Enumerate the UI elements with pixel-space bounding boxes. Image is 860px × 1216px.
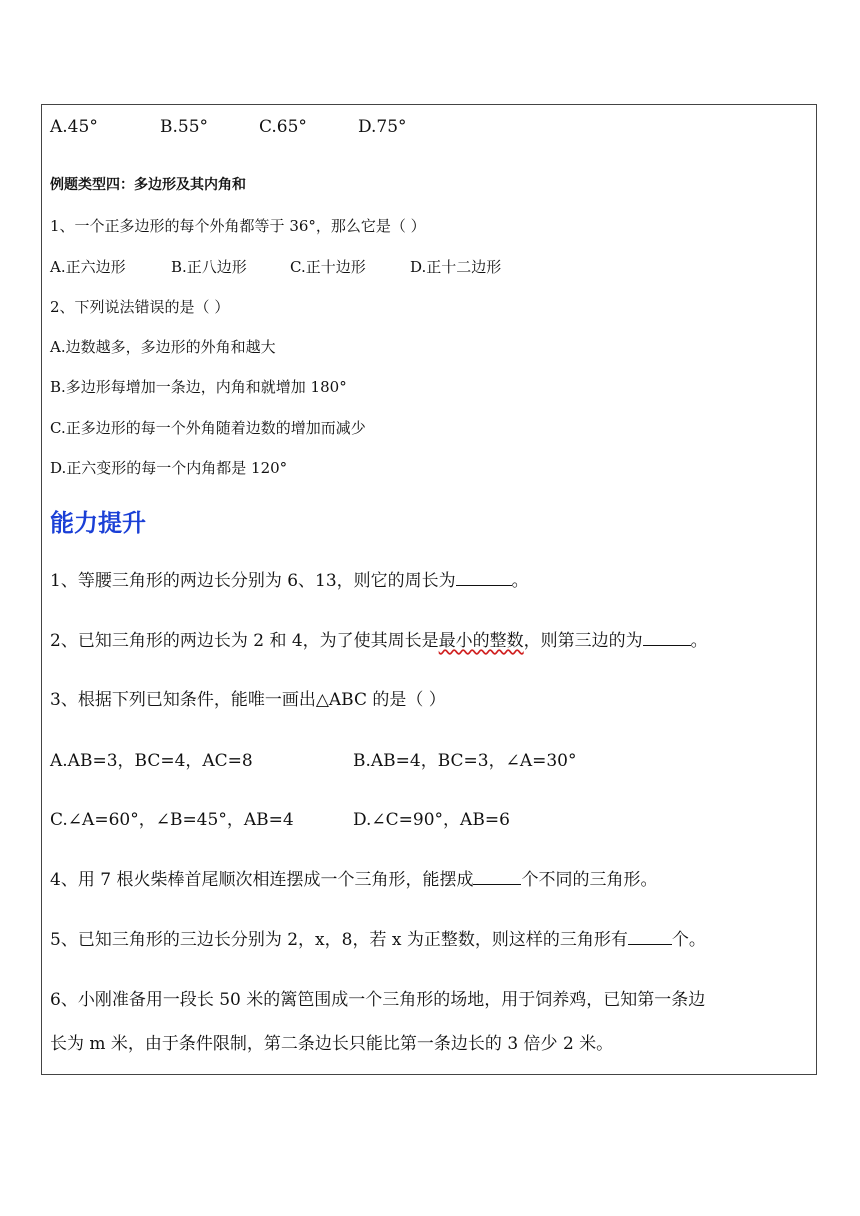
answer-blank bbox=[643, 644, 691, 646]
question-text: 2、下列说法错误的是（ ） bbox=[50, 298, 230, 316]
question-text-line-1: 6、小刚准备用一段长 50 米的篱笆围成一个三角形的场地，用于饲养鸡，已知第一条边 bbox=[50, 990, 706, 1010]
mc-options-top bbox=[50, 117, 407, 137]
option-d: D.正六变形的每一个内角都是 120° bbox=[50, 459, 288, 477]
option-c: C.∠A=60°，∠B=45°，AB=4 bbox=[50, 810, 294, 830]
answer-blank bbox=[456, 584, 512, 586]
ability-question-4 bbox=[50, 865, 657, 890]
question-text-line-2: 长为 m 米，由于条件限制，第二条边长只能比第一条边长的 3 倍少 2 米。 bbox=[50, 1034, 614, 1054]
section-heading: 能力提升 bbox=[50, 509, 146, 537]
option-b: B.多边形每增加一条边，内角和就增加 180° bbox=[50, 378, 347, 396]
question-suffix: 个。 bbox=[671, 930, 706, 950]
question-text: 5、已知三角形的三边长分别为 2，x，8，若 x 为正整数，则这样的三角形有 bbox=[50, 930, 628, 950]
question-text: 1、等腰三角形的两边长分别为 6、13，则它的周长为 bbox=[50, 571, 456, 591]
option-a: A.45° bbox=[50, 117, 98, 137]
section-title: 例题类型四：多边形及其内角和 bbox=[50, 177, 246, 193]
question-options bbox=[50, 256, 501, 277]
question-suffix: 个不同的三角形。 bbox=[521, 870, 658, 890]
question-options bbox=[50, 805, 510, 830]
option-a: A.AB=3，BC=4，AC=8 bbox=[50, 751, 253, 771]
option-a: A.边数越多，多边形的外角和越大 bbox=[50, 338, 276, 356]
answer-blank bbox=[628, 943, 672, 945]
option-d: D.75° bbox=[358, 117, 407, 137]
ability-question-5 bbox=[50, 925, 706, 950]
option-c: C.正多边形的每一个外角随着边数的增加而减少 bbox=[50, 419, 366, 437]
option-c: C.正十边形 bbox=[290, 258, 366, 276]
option-d: D.正十二边形 bbox=[410, 258, 502, 276]
spellcheck-marked-text: 最小的整数 bbox=[438, 631, 524, 651]
answer-blank bbox=[473, 883, 521, 885]
question-text: 1、一个正多边形的每个外角都等于 36°，那么它是（ ） bbox=[50, 217, 426, 235]
question-text-middle: ，则第三边的为 bbox=[523, 631, 643, 651]
question-options bbox=[50, 746, 577, 771]
option-b: B.AB=4，BC=3，∠A=30° bbox=[353, 751, 577, 771]
option-d: D.∠C=90°，AB=6 bbox=[353, 810, 510, 830]
ability-question-1 bbox=[50, 566, 529, 591]
question-text: 3、根据下列已知条件，能唯一画出△ABC 的是（ ） bbox=[50, 690, 446, 710]
ability-question-2 bbox=[50, 626, 708, 651]
question-suffix: 。 bbox=[690, 631, 708, 651]
option-b: B.55° bbox=[160, 117, 209, 137]
question-text: 4、用 7 根火柴棒首尾顺次相连摆成一个三角形，能摆成 bbox=[50, 870, 474, 890]
option-c: C.65° bbox=[259, 117, 307, 137]
option-a: A.正六边形 bbox=[50, 258, 126, 276]
worksheet-frame bbox=[41, 104, 817, 1075]
question-text: 2、已知三角形的两边长为 2 和 4，为了使其周长是 bbox=[50, 631, 439, 651]
option-b: B.正八边形 bbox=[171, 258, 247, 276]
question-suffix: 。 bbox=[511, 571, 529, 591]
